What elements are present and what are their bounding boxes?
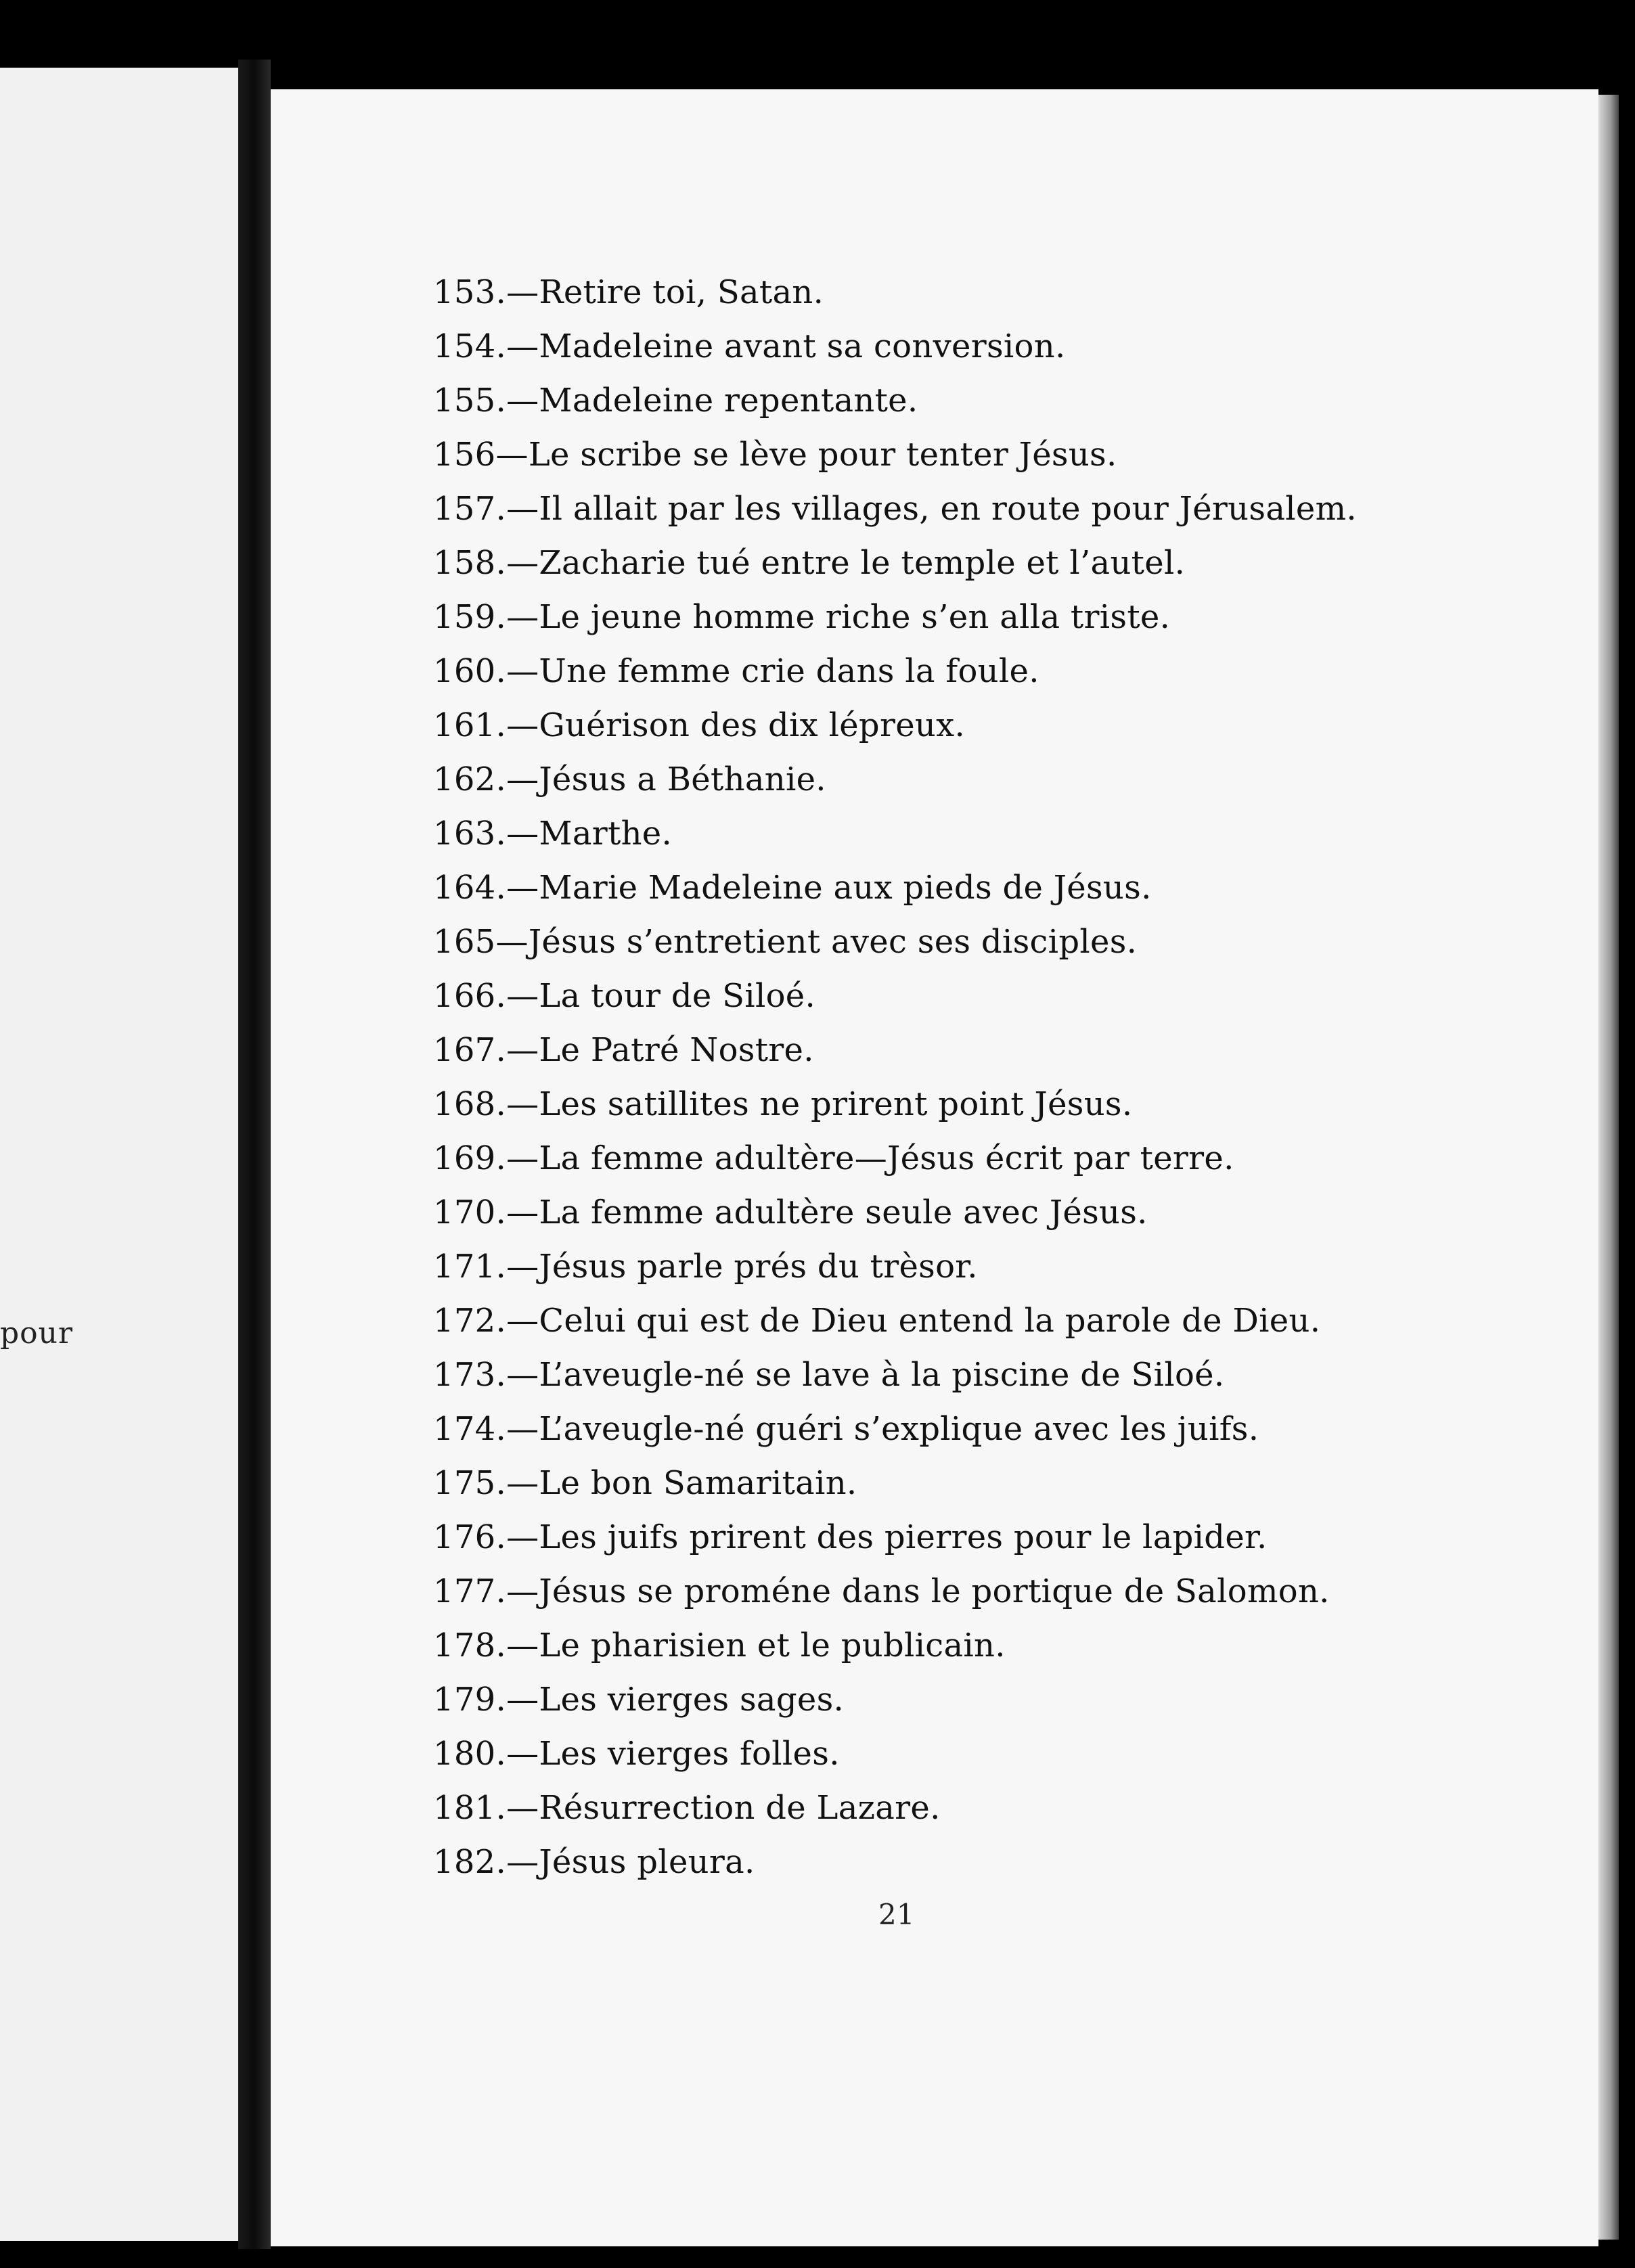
list-item [433, 1727, 1357, 1781]
entry-text: —L’aveugle-né guéri s’explique avec les juifs. [506, 1410, 1259, 1448]
list-item [433, 752, 1357, 807]
book-gutter [238, 60, 271, 2249]
entry-text: —Les juifs prirent des pierres pour le lapider. [506, 1518, 1268, 1556]
list-item [433, 482, 1357, 536]
entry-number: 176. [433, 1518, 507, 1556]
list-item [433, 807, 1357, 861]
entry-number: 166. [433, 977, 507, 1015]
entry-text: —Madeleine avant sa conversion. [506, 327, 1066, 365]
entry-text: —Il allait par les villages, en route pour Jérusalem. [506, 490, 1357, 528]
entry-text: —Marthe. [506, 815, 673, 853]
entry-text: —Jésus se proméne dans le portique de Salomon. [506, 1572, 1330, 1610]
entry-text: —Jésus a Béthanie. [506, 761, 826, 798]
entry-text: —Jésus parle prés du trèsor. [506, 1248, 978, 1286]
entry-number: 177. [433, 1572, 507, 1610]
entry-text: —L’aveugle-né se lave à la piscine de Siloé. [506, 1356, 1225, 1394]
list-item [433, 1294, 1357, 1348]
entry-text: —Les vierges sages. [506, 1681, 845, 1719]
entry-text: —Guérison des dix lépreux. [506, 706, 966, 744]
list-item [433, 915, 1357, 969]
list-item [433, 536, 1357, 590]
list-item [433, 1240, 1357, 1294]
list-item [433, 861, 1357, 915]
entry-number: 167. [433, 1031, 507, 1069]
entry-text: —Le scribe se lève pour tenter Jésus. [495, 436, 1117, 474]
list-item [433, 1564, 1357, 1618]
page-edge-shadow [1598, 95, 1619, 2240]
list-item [433, 698, 1357, 752]
list-item [433, 1510, 1357, 1564]
entry-number: 154. [433, 327, 507, 365]
list-item [433, 969, 1357, 1023]
list-item [433, 265, 1357, 319]
list-item [433, 1781, 1357, 1835]
list-item [433, 1131, 1357, 1185]
entry-list [433, 265, 1357, 1889]
entry-text: —Les vierges folles. [506, 1735, 840, 1773]
entry-number: 155. [433, 382, 507, 419]
list-item [433, 319, 1357, 373]
list-item [433, 1077, 1357, 1131]
entry-number: 168. [433, 1085, 507, 1123]
entry-number: 172. [433, 1302, 507, 1340]
entry-number: 182. [433, 1843, 507, 1881]
entry-number: 160. [433, 652, 507, 690]
entry-text: —Retire toi, Satan. [506, 273, 824, 311]
entry-number: 157. [433, 490, 507, 528]
entry-number: 180. [433, 1735, 507, 1773]
entry-text: —Zacharie tué entre le temple et l’autel. [506, 544, 1186, 582]
list-item [433, 590, 1357, 644]
entry-text: —La femme adultère—Jésus écrit par terre. [506, 1139, 1234, 1177]
left-page-fragment [0, 68, 238, 2241]
entry-number: 174. [433, 1410, 507, 1448]
list-item [433, 1456, 1357, 1510]
list-item [433, 1185, 1357, 1240]
entry-text: —Jésus pleura. [506, 1843, 755, 1881]
entry-number: 173. [433, 1356, 507, 1394]
left-page-text: pour [0, 1316, 74, 1351]
entry-number: 153. [433, 273, 507, 311]
entry-text: —Jésus s’entretient avec ses disciples. [495, 923, 1138, 961]
list-item [433, 1618, 1357, 1673]
list-item [433, 373, 1357, 428]
entry-number: 164. [433, 869, 507, 907]
entry-number: 175. [433, 1464, 507, 1502]
entry-number: 171. [433, 1248, 507, 1286]
entry-number: 159. [433, 598, 507, 636]
entry-number: 162. [433, 761, 507, 798]
list-item [433, 644, 1357, 698]
entry-text: —Les satillites ne prirent point Jésus. [506, 1085, 1133, 1123]
list-item [433, 428, 1357, 482]
entry-number: 181. [433, 1789, 507, 1827]
entry-number: 170. [433, 1194, 507, 1231]
entry-text: —La femme adultère seule avec Jésus. [506, 1194, 1148, 1231]
entry-text: —Résurrection de Lazare. [506, 1789, 941, 1827]
entry-text: —Marie Madeleine aux pieds de Jésus. [506, 869, 1152, 907]
entry-text: —Le bon Samaritain. [506, 1464, 857, 1502]
entry-text: —La tour de Siloé. [506, 977, 816, 1015]
entry-text: —Le jeune homme riche s’en alla triste. [506, 598, 1171, 636]
entry-number: 161. [433, 706, 507, 744]
list-item [433, 1835, 1357, 1889]
entry-text: —Madeleine repentante. [506, 382, 918, 419]
entry-number: 156 [433, 436, 496, 474]
entry-number: 178. [433, 1627, 507, 1664]
page-number: 21 [878, 1898, 915, 1931]
entry-text: —Le pharisien et le publicain. [506, 1627, 1006, 1664]
entry-text: —Celui qui est de Dieu entend la parole de Dieu. [506, 1302, 1321, 1340]
list-item [433, 1402, 1357, 1456]
entry-number: 158. [433, 544, 507, 582]
entry-number: 179. [433, 1681, 507, 1719]
entry-text: —Le Patré Nostre. [506, 1031, 814, 1069]
list-item [433, 1673, 1357, 1727]
entry-number: 163. [433, 815, 507, 853]
list-item [433, 1348, 1357, 1402]
entry-number: 169. [433, 1139, 507, 1177]
list-item [433, 1023, 1357, 1077]
entry-number: 165 [433, 923, 496, 961]
entry-text: —Une femme crie dans la foule. [506, 652, 1039, 690]
